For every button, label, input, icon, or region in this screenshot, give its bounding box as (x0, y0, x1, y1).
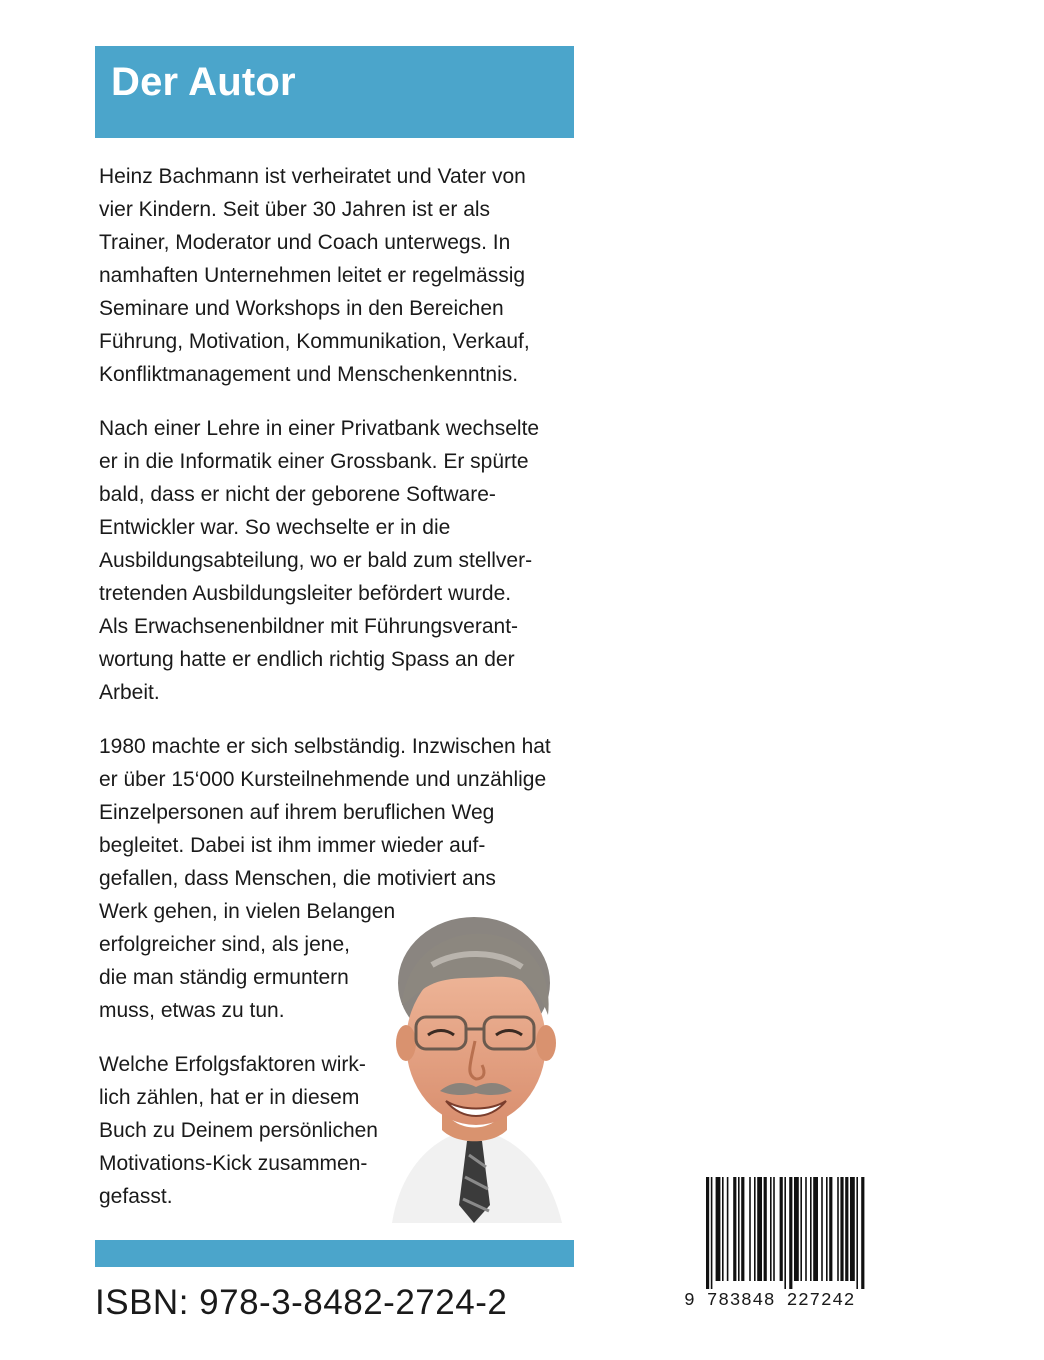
page-title: Der Autor (111, 60, 296, 104)
barcode-bar (805, 1177, 807, 1281)
barcode-bar (850, 1177, 855, 1281)
barcode-bar (813, 1177, 818, 1281)
barcode-bar (800, 1177, 802, 1281)
barcode-bar (741, 1177, 744, 1281)
barcode-bar (754, 1177, 756, 1281)
header-band (95, 46, 574, 138)
barcode-bar (829, 1177, 832, 1281)
barcode-bar (764, 1177, 767, 1281)
barcode-bar (711, 1177, 713, 1289)
barcode-digits: 9 783848 227242 (684, 1291, 856, 1311)
barcode-bar (861, 1177, 864, 1289)
barcode-bar (794, 1177, 799, 1281)
barcode-bar (810, 1177, 812, 1281)
barcode-bar (773, 1177, 775, 1281)
barcode-bars (684, 1177, 880, 1289)
barcode-bar (789, 1177, 792, 1289)
bio-paragraph-3: 1980 machte er sich selbständig. Inzwischen hat er über 15‘000 Kursteilnehmende und unzählige Einzelpersonen auf ihrem beruflichen Weg begleitet. Dabei ist ihm immer wieder auf- gefallen, dass Menschen, die motiviert ans Werk gehen, in vielen Belangen erfolgreicher sind, als jene, die man ständig ermuntern muss, etwas zu tun. (99, 735, 551, 1022)
barcode-bar (706, 1177, 709, 1289)
bio-paragraph-4: Welche Erfolgsfaktoren wirk- lich zählen, hat er in diesem Buch zu Deinem persönlichen Motivations-Kick zusammen- gefasst. (99, 1053, 378, 1208)
footer-band (95, 1240, 574, 1267)
barcode-bar (837, 1177, 839, 1281)
barcode-bar (821, 1177, 823, 1281)
barcode-bar (840, 1177, 843, 1281)
barcode-bar (738, 1177, 740, 1281)
barcode-bar (770, 1177, 772, 1281)
barcode-bar (749, 1177, 751, 1281)
barcode-bar (826, 1177, 828, 1281)
bio-paragraph-1: Heinz Bachmann ist verheiratet und Vater von vier Kindern. Seit über 30 Jahren ist er als Trainer, Moderator und Coach unterwegs. In namhaften Unternehmen leitet er regelmässig Seminare und Workshops in den Bereichen Führung, Motivation, Kommunikation, Verkauf, Konfliktmanagement und Menschenkenntnis. (99, 165, 530, 386)
bio-paragraph-2: Nach einer Lehre in einer Privatbank wechselte er in die Informatik einer Grossbank. Er spürte bald, dass er nicht der geborene Software- Entwickler war. So wechselte er in die Ausbildungsabteilung, wo er bald zum stellver- tretenden Ausbildungsleiter befördert wurde. Als Erwachsenenbildner mit Führungsverant- wortung hatte er endlich richtig Spass an der Arbeit. (99, 417, 540, 704)
barcode (684, 1177, 880, 1319)
author-portrait (372, 905, 577, 1223)
barcode-bar (722, 1177, 724, 1281)
barcode-bar (780, 1177, 783, 1281)
barcode-bar (727, 1177, 729, 1281)
barcode-bar (757, 1177, 762, 1281)
barcode-bar (845, 1177, 848, 1281)
barcode-bar (733, 1177, 736, 1281)
isbn-number: ISBN: 978-3-8482-2724-2 (95, 1283, 508, 1322)
barcode-bar (716, 1177, 721, 1281)
barcode-bar (784, 1177, 786, 1289)
barcode-bar (856, 1177, 858, 1289)
